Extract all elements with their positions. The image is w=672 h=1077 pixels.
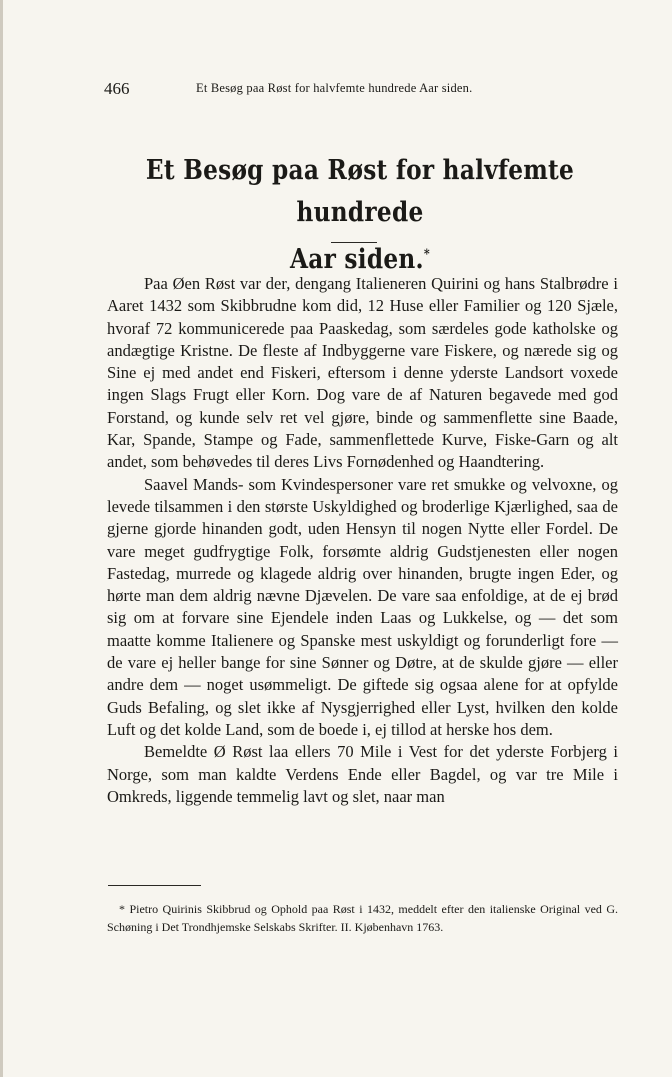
title-line-2-text: Aar siden. [290, 244, 424, 275]
footnote-marker: * [423, 247, 430, 262]
page-header [104, 79, 624, 99]
paragraph: Saavel Mands- som Kvindespersoner vare ret smukke og velvoxne, og levede tilsammen i den største Uskyldighed og broderlige Kjærlighed, saa de gjerne gjorde hinanden godt, uden Hensyn til nogen Nytte eller Fordel. De vare meget gudfrygtige Folk, forsømte aldrig Gudstjenesten eller nogen Fastedag, murrede og klagede aldrig over hinanden, brugte ingen Eder, og hørte man dem aldrig nævne Djævelen. De vare saa enfoldige, at de ej brød sig om at forvare sine Ejendele inden Laas og Lukkelse, og — det som maatte komme Italienere og Spanske mest uskyldigt og forunderligt fore — de vare ej heller bange for sine Sønner og Døtre, at de skulde gjøre — eller andre dem — noget usømmeligt. De giftede sig ogsaa alene for at opfylde Guds Befaling, og slet ikke af Nysgjerrighed eller Lyst, hvilken den kolde Luft og det kolde Land, som de boede i, ej tillod at herske hos dem. [107, 474, 618, 739]
title-line-1: Et Besøg paa Røst for halvfemte hundrede [145, 155, 575, 228]
page-number: 466 [104, 79, 130, 98]
title-divider [331, 242, 377, 243]
article-body [107, 273, 618, 808]
running-title: Et Besøg paa Røst for halvfemte hundrede Aar siden. [196, 81, 473, 95]
footnote-divider [108, 885, 201, 886]
article-title [119, 150, 601, 281]
page-edge-shadow [0, 0, 3, 1077]
paragraph: Bemeldte Ø Røst laa ellers 70 Mile i Vest for det yderste Forbjerg i Norge, som man kaldte Verdens Ende eller Bagdel, og var tre Mile i Omkreds, liggende temmelig lavt og slet, naar man [107, 742, 618, 806]
footnote: * Pietro Quirinis Skibbrud og Ophold paa Røst i 1432, meddelt efter den italienske Original ved G. Schøning i Det Trondhjemske Selskabs Skrifter. II. Kjøbenhavn 1763. [107, 902, 618, 934]
paragraph: Paa Øen Røst var der, dengang Italieneren Quirini og hans Stalbrødre i Aaret 1432 som Skibbrudne kom did, 12 Huse eller Familier og 120 Sjæle, hvoraf 72 kommunicerede paa Paaskedag, som særdeles gode katholske og andægtige Kristne. De fleste af Indbyggerne vare Fiskere, og nærede sig og Sine ej med andet end Fiskeri, eftersom i denne yderste Landsort voxede ingen Slags Frugt eller Korn. Dog vare de af Naturen begavede med god Forstand, og kunde selv ret vel gjøre, binde og sammenflette sine Baade, Kar, Spande, Stampe og Fade, sammenflettede Kurve, Fiske-Garn og alt andet, som behøvedes til deres Livs Fornødenhed og Haandtering. [107, 274, 618, 472]
